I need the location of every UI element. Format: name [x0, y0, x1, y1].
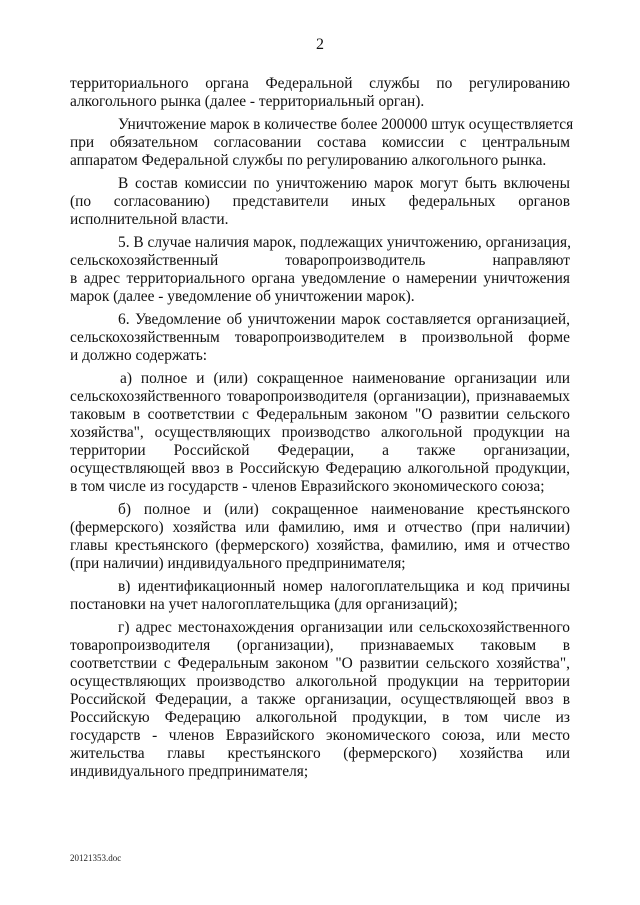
text-line: алкогольного рынка (далее - территориальный орган). [70, 93, 425, 110]
paragraph [70, 116, 574, 170]
text-line: постановки на учет налогоплательщика (для организаций); [70, 596, 458, 613]
text-line: главы крестьянского (фермерского) хозяйства, фамилию, имя и отчество [70, 537, 570, 554]
paragraph [70, 234, 570, 306]
text-line: г) адрес местонахождения организации или сельскохозяйственного [118, 619, 570, 636]
text-line: в адрес территориального органа уведомление о намерении уничтожения [70, 270, 570, 287]
paragraph [70, 501, 570, 573]
text-line: в том числе из государств - членов Евразийского экономического союза; [70, 478, 545, 495]
text-line: сельскохозяйственного товаропроизводителя (организации), признаваемых [70, 388, 570, 405]
paragraph [70, 370, 570, 496]
text-line: Уничтожение марок в количестве более 200000 штук осуществляется [118, 116, 574, 133]
text-line: марок (далее - уведомление об уничтожении марок). [70, 288, 415, 305]
paragraph [70, 75, 570, 111]
text-line: территории Российской Федерации, а также организации, [70, 442, 570, 459]
text-line: индивидуального предпринимателя; [70, 763, 309, 780]
text-line: Российскую Федерацию алкогольной продукции, в том числе из [70, 709, 570, 726]
text-line: Российской Федерации, а также организации, осуществляющей ввоз в [70, 691, 570, 708]
paragraph [70, 619, 570, 781]
text-line: исполнительной власти. [70, 211, 229, 228]
text-line: при обязательном согласовании состава комиссии с центральным [70, 134, 570, 151]
text-line: сельскохозяйственным товаропроизводителем в произвольной форме [70, 329, 570, 346]
paragraph [70, 175, 570, 229]
text-line: 6. Уведомление об уничтожении марок составляется организацией, [118, 311, 570, 328]
paragraph [70, 578, 570, 614]
text-line: соответствии с Федеральным законом "О развитии сельского хозяйства", [70, 655, 570, 672]
text-line: (фермерского) хозяйства или фамилию, имя и отчество (при наличии) [70, 519, 570, 536]
document-body [70, 75, 574, 781]
file-name-footer: 20121353.doc [70, 853, 122, 863]
text-line: аппаратом Федеральной службы по регулированию алкогольного рынка. [70, 152, 547, 169]
text-line: в) идентификационный номер налогоплательщика и код причины [118, 578, 570, 595]
paragraph [70, 311, 570, 365]
text-line: осуществляющей ввоз в Российскую Федерацию алкогольной продукции, [70, 460, 570, 477]
text-line: а) полное и (или) сокращенное наименование организации или [120, 370, 570, 387]
text-line: товаропроизводителя (организации), признаваемых таковым в [70, 637, 570, 654]
text-line: сельскохозяйственный товаропроизводитель направляют [70, 252, 570, 269]
text-line: таковым в соответствии с Федеральным законом "О развитии сельского [70, 406, 570, 423]
text-line: б) полное и (или) сокращенное наименование крестьянского [118, 501, 570, 518]
text-line: хозяйства", осуществляющих производство алкогольной продукции на [70, 424, 570, 441]
text-line: (по согласованию) представители иных федеральных органов [70, 193, 570, 210]
text-line: 5. В случае наличия марок, подлежащих уничтожению, организация, [118, 234, 571, 251]
text-line: В состав комиссии по уничтожению марок могут быть включены [118, 175, 570, 192]
text-line: жительства главы крестьянского (фермерского) хозяйства или [70, 745, 570, 762]
text-line: осуществляющих производство алкогольной продукции на территории [70, 673, 570, 690]
text-line: государств - членов Евразийского экономического союза, или место [70, 727, 570, 744]
page-number: 2 [316, 36, 324, 53]
text-line: и должно содержать: [70, 347, 208, 364]
text-line: (при наличии) индивидуального предпринимателя; [70, 555, 406, 572]
text-line: территориального органа Федеральной службы по регулированию [70, 75, 570, 92]
